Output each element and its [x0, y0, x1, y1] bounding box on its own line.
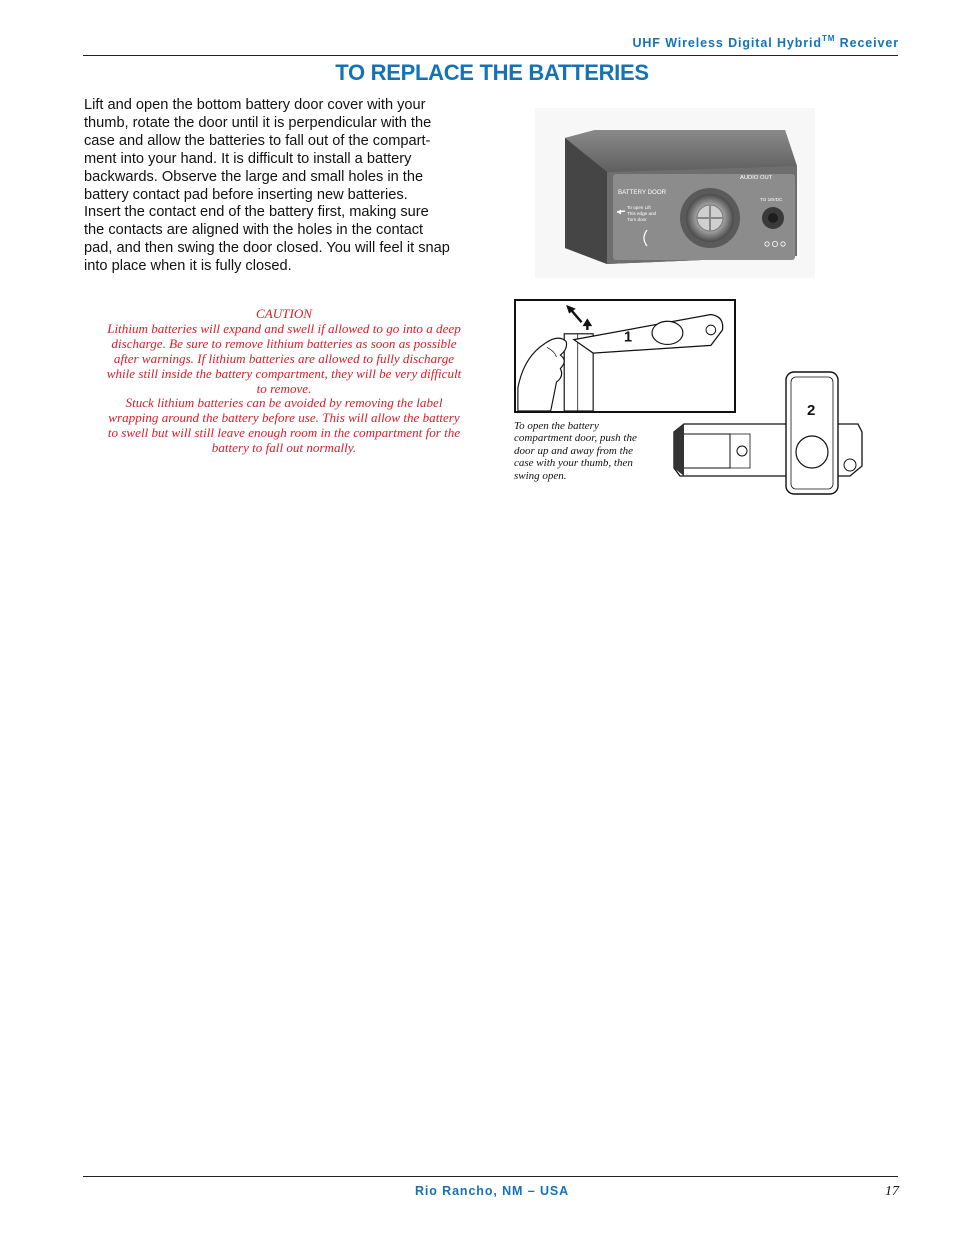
caution-line: Lithium batteries will expand and swell if allowed to go into a deep	[107, 320, 461, 336]
footer-location: Rio Rancho, NM – USA	[414, 1184, 570, 1198]
page-title: TO REPLACE THE BATTERIES	[335, 60, 649, 85]
thumb-hand	[518, 338, 567, 411]
door-instruction-line: Turn door	[627, 217, 647, 222]
caution-line: battery to fall out normally.	[211, 440, 357, 456]
door-instruction-line: This edge and	[627, 211, 657, 216]
step-number: 2	[807, 402, 816, 419]
receiver-top	[565, 130, 797, 172]
caution-line: discharge. Be sure to remove lithium batteries as soon as possible	[111, 335, 457, 351]
figure-caption: To open the battery compartment door, push the door up and away from the case with your thumb, then swing open.	[514, 420, 637, 482]
door-large-hole	[652, 321, 683, 344]
figure-step-2	[670, 368, 865, 496]
running-header	[632, 36, 899, 50]
step-number: 1	[624, 329, 633, 346]
battery-door-label: BATTERY DOOR	[618, 189, 667, 196]
instructions-paragraph: Lift and open the bottom battery door cover with your thumb, rotate the door until it is perpendicular with the case and allow the batteries to fall out of the compart- ment into your hand. It is difficult to install a battery backwards. Observe the large and small holes in the battery contact pad before inserting new batteries. Insert the contact end of the battery first, making sure the contacts are aligned with the holes in the contact pad, and then swing the door closed. You will feel it snap into place when it is fully closed.	[84, 97, 450, 275]
caution-line: to remove.	[256, 380, 312, 396]
trademark-mark: TM	[821, 34, 836, 43]
caution-line: to swell but will still leave enough room in the compartment for the	[107, 425, 461, 441]
caution-title: CAUTION	[255, 306, 313, 321]
page-number: 17	[885, 1184, 899, 1199]
caution-line: Stuck lithium batteries can be avoided by removing the label	[125, 395, 443, 411]
caution-line: after warnings. If lithium batteries are allowed to fully discharge	[113, 350, 455, 366]
arrow-up-icon	[583, 318, 593, 326]
receiver-photo	[535, 108, 815, 278]
audio-out-label: AUDIO OUT	[740, 175, 773, 181]
header-title-text: UHF Wireless Digital Hybrid	[632, 36, 822, 50]
caution-line: wrapping around the battery before use. This will allow the battery	[108, 410, 460, 426]
caution-notice	[84, 307, 484, 456]
door-large-hole	[796, 436, 828, 468]
footer-rule	[83, 1176, 898, 1177]
header-title-suffix: Receiver	[835, 36, 899, 50]
open-battery-door	[786, 372, 838, 494]
door-instruction-line: To open Lift	[627, 205, 651, 210]
caution-line: while still inside the battery compartment, they will be very difficult	[106, 365, 462, 381]
header-rule	[83, 55, 898, 56]
battery-door-lid	[574, 315, 723, 354]
power-input-label: TO 18VDC	[760, 197, 783, 202]
